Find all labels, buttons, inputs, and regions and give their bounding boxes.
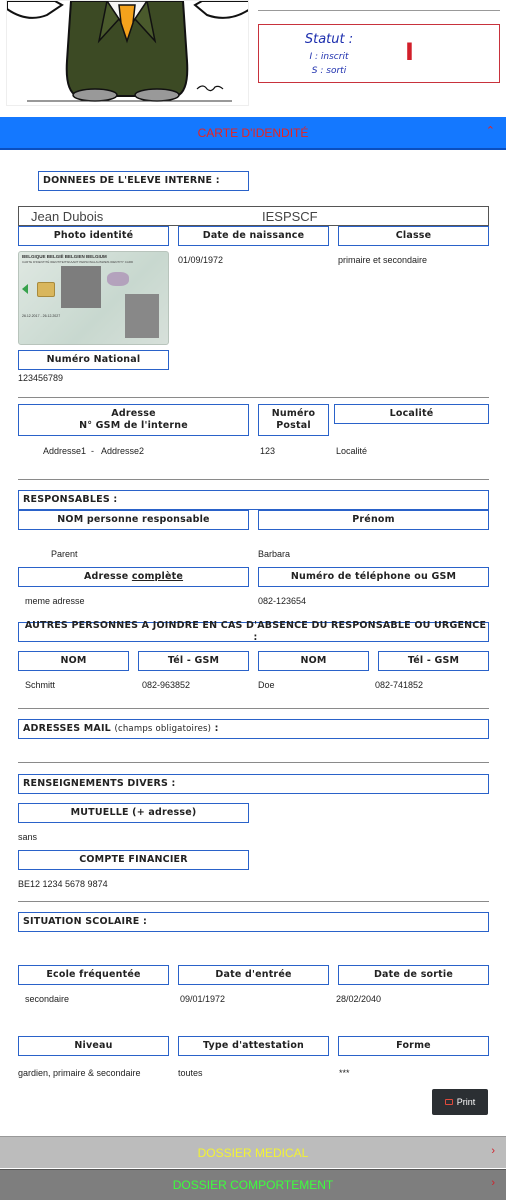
student-school: IESPSCF (262, 209, 318, 224)
status-divider (258, 10, 500, 11)
id-card-countries: BELGIQUE BELGIË BELGIEN BELGIUM (22, 254, 107, 259)
postal-code-label-line1: Numéro (271, 408, 316, 419)
chevron-up-icon[interactable]: ⌃ (485, 125, 495, 137)
other-contacts-section-title: AUTRES PERSONNES A JOINDRE EN CAS D'ABSENCE DU RESPONSABLE OU URGENCE : (18, 622, 489, 642)
responsible-firstname-value: Barbara (258, 549, 291, 559)
compte-label: COMPTE FINANCIER (18, 850, 249, 870)
student-identity-row (18, 206, 489, 226)
mutuelle-label: MUTUELLE (+ adresse) (18, 803, 249, 823)
medical-file-title: DOSSIER MEDICAL (197, 1145, 309, 1160)
postal-code-value: 123 (260, 446, 276, 456)
medical-file-bar[interactable] (0, 1136, 506, 1168)
compte-value: BE12 1234 5678 9874 (18, 879, 108, 889)
form-label: Forme (338, 1036, 489, 1056)
exit-date-label: Date de sortie (338, 965, 489, 985)
full-address-label (18, 567, 249, 587)
section-divider (18, 479, 489, 480)
chevron-right-icon[interactable]: › (491, 1145, 495, 1157)
postal-code-label (258, 404, 329, 436)
other-contact-2-phone: 082-741852 (375, 680, 424, 690)
address-label-line1: Adresse (111, 408, 156, 419)
responsible-name-label: NOM personne responsable (18, 510, 249, 530)
id-card-dates: 26.12.2017 - 26.12.2027 (22, 314, 61, 318)
other-contact-2-phone-label: Tél - GSM (378, 651, 489, 671)
exit-date-value: 28/02/2040 (336, 994, 382, 1004)
status-panel (258, 24, 500, 83)
id-card-flag-icon (22, 284, 28, 294)
class-label: Classe (338, 226, 489, 246)
address-label-line2: N° GSM de l'interne (79, 420, 188, 431)
address-value: Addresse1 - Addresse2 (43, 446, 145, 456)
identity-card-title: CARTE D'IDENDITÉ (197, 125, 309, 140)
level-label: Niveau (18, 1036, 169, 1056)
id-card-map-icon (107, 272, 129, 286)
section-divider (18, 762, 489, 763)
status-title: Statut : (304, 32, 354, 47)
printer-icon (445, 1099, 453, 1105)
birth-date-value: 01/09/1972 (178, 255, 224, 265)
id-card-portrait (61, 266, 101, 308)
school-value: secondaire (25, 994, 70, 1004)
divers-section-title: RENSEIGNEMENTS DIVERS : (18, 774, 489, 794)
other-contact-1-phone-label: Tél - GSM (138, 651, 249, 671)
mail-section-note: (champs obligatoires) (114, 724, 212, 734)
mail-section-label: ADRESSES MAIL (23, 723, 115, 734)
full-address-label-text: Adresse (83, 571, 132, 582)
id-card-heading: CARTE D'IDENTITÉ IDENTITEITSKAART PERSONALAUSWEIS IDENTITY CARD (22, 260, 134, 264)
full-address-label-underlined: complète (131, 571, 184, 582)
id-card-photo (18, 251, 169, 345)
national-number-value: 123456789 (18, 373, 64, 383)
section-divider (18, 397, 489, 398)
identity-card-bar[interactable] (0, 117, 506, 150)
mail-section-title (18, 719, 489, 739)
id-card-chip (37, 282, 55, 297)
status-legend-sorti: S : sorti (311, 66, 347, 76)
mail-section-suffix: : (211, 723, 219, 734)
responsible-name-value: Parent (51, 549, 78, 559)
status-value: I (405, 38, 414, 66)
other-contact-1-name: Schmitt (25, 680, 56, 690)
status-legend-inscrit: I : inscrit (309, 52, 349, 62)
behaviour-file-title: DOSSIER COMPORTEMENT (172, 1178, 334, 1192)
national-number-label: Numéro National (18, 350, 169, 370)
photo-label: Photo identité (18, 226, 169, 246)
chevron-right-icon[interactable]: › (491, 1177, 495, 1189)
locality-value: Localité (336, 446, 368, 456)
print-button[interactable] (432, 1089, 488, 1115)
class-value: primaire et secondaire (338, 255, 428, 265)
behaviour-file-bar[interactable] (0, 1169, 506, 1200)
student-section-title: DONNEES DE L'ELEVE INTERNE : (38, 171, 249, 191)
scolaire-section-title: SITUATION SCOLAIRE : (18, 912, 489, 932)
other-contact-2-name-label: NOM (258, 651, 369, 671)
student-name: Jean Dubois (31, 209, 104, 224)
entry-date-value: 09/01/1972 (180, 994, 226, 1004)
other-contact-2-name: Doe (258, 680, 275, 690)
attestation-value: toutes (178, 1068, 203, 1078)
responsables-section-title: RESPONSABLES : (18, 490, 489, 510)
birth-date-label: Date de naissance (178, 226, 329, 246)
attestation-label: Type d'attestation (178, 1036, 329, 1056)
responsible-firstname-label: Prénom (258, 510, 489, 530)
form-value: *** (339, 1068, 350, 1078)
cartoon-image (6, 0, 249, 106)
postal-code-label-line2: Postal (276, 420, 311, 431)
mutuelle-value: sans (18, 832, 38, 842)
entry-date-label: Date d'entrée (178, 965, 329, 985)
other-contact-1-phone: 082-963852 (142, 680, 191, 690)
level-value: gardien, primaire & secondaire (18, 1068, 141, 1078)
school-label: Ecole fréquentée (18, 965, 169, 985)
section-divider (18, 901, 489, 902)
other-contact-1-name-label: NOM (18, 651, 129, 671)
section-divider (18, 708, 489, 709)
locality-label: Localité (334, 404, 489, 424)
print-label: Print (456, 1097, 476, 1107)
address-label (18, 404, 249, 436)
responsible-address-value: meme adresse (25, 596, 85, 606)
phone-label: Numéro de téléphone ou GSM (258, 567, 489, 587)
id-card-small-photo (125, 294, 159, 338)
responsible-phone-value: 082-123654 (258, 596, 307, 606)
